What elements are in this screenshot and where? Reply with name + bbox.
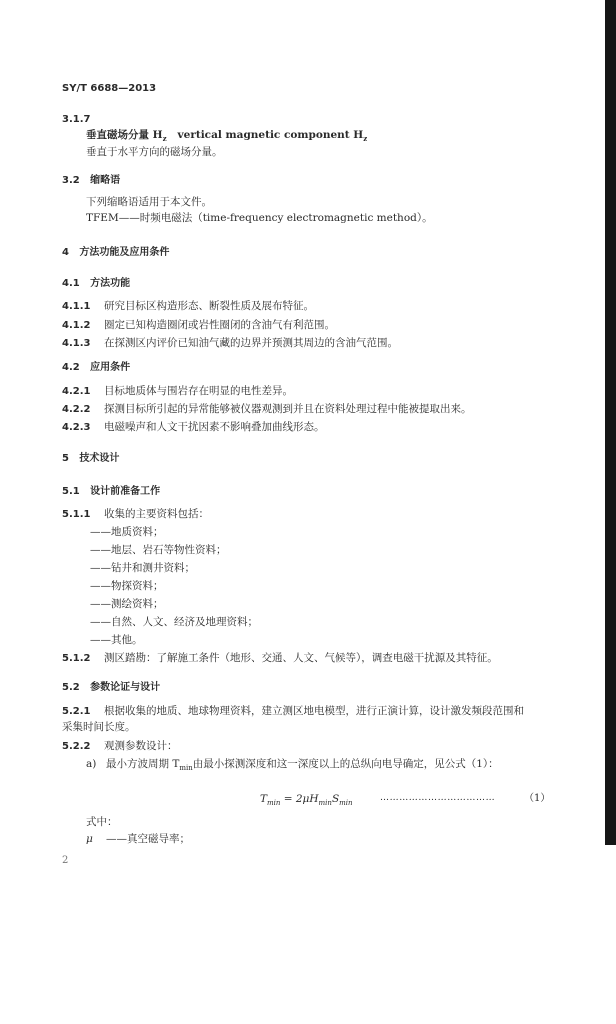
section-4-heading [62,246,169,260]
clause-number: 4.2.1 [62,386,91,397]
section-4-1-title: 方法功能 [90,278,131,289]
list-item: ——钻井和测井资料； [90,562,195,574]
abbreviation-tfem: TFEM——时频电磁法（time-frequency electromagnetic method）。 [86,212,433,224]
clause-number: 5.1.2 [62,653,91,664]
section-3-2-heading [62,174,120,188]
clause-text: 收集的主要资料包括： [104,508,209,520]
item-a-label: a) [86,758,97,770]
clause-number: 4.1.1 [62,301,91,312]
abbreviation-intro: 下列缩略语适用于本文件。 [86,196,212,208]
section-5-2-heading [62,681,160,695]
where-label: 式中： [86,816,118,828]
clause-number: 4.1.3 [62,338,91,349]
item-a: a) 最小方波周期 $T_{min}$由最小探测深度和这一深度以上的总纵向电导确定，见公式（1）： [86,758,499,773]
list-item: ——其他。 [90,634,143,646]
clause-4-2-2 [62,402,472,417]
clause-text: 电磁噪声和人文干扰因素不影响叠加曲线形态。 [104,421,325,433]
section-4-number: 4 [62,247,69,258]
term-zh-sub: z [162,134,167,144]
formula-1: $T_{min} = 2\mu H_{min}S_{min}$ [260,793,353,808]
clause-text: 观测参数设计： [104,740,178,752]
list-item: ——物探资料； [90,580,164,592]
section-3-2-number: 3.2 [62,175,80,186]
term-definition: 垂直于水平方向的磁场分量。 [86,146,223,158]
clause-number: 5.2.1 [62,706,91,717]
term-en: vertical magnetic component H [177,129,364,141]
list-item: ——自然、人文、经济及地理资料； [90,616,258,628]
symbol-mu-definition [86,832,190,846]
section-3-2-title: 缩略语 [90,175,121,186]
clause-4-1-1 [62,299,314,314]
clause-text: 研究目标区构造形态、断裂性质及展布特征。 [104,300,314,312]
section-5-heading [62,452,119,466]
clause-number: 4.2.3 [62,422,91,433]
clause-text: 测区踏勘：了解施工条件（地形、交通、人文、气候等），调查电磁干扰源及其特征。 [104,652,498,664]
term-zh: 垂直磁场分量 H [86,129,163,141]
list-item: ——测绘资料； [90,598,164,610]
clause-5-2-1-continuation: 采集时间长度。 [62,721,136,733]
clause-text: 探测目标所引起的异常能够被仪器观测到并且在资料处理过程中能被提取出来。 [104,403,472,415]
clause-text: 在探测区内评价已知油气藏的边界并预测其周边的含油气范围。 [104,337,398,349]
section-4-1-number: 4.1 [62,278,80,289]
scan-edge [605,0,616,845]
clause-5-2-2 [62,739,178,754]
document-code: SY/T 6688—2013 [62,83,157,94]
clause-4-1-2 [62,318,335,333]
clause-5-2-1 [62,704,524,719]
list-item: ——地层、岩石等物性资料； [90,544,227,556]
section-4-2-heading [62,361,130,375]
section-5-1-number: 5.1 [62,486,80,497]
clause-4-2-1 [62,384,293,399]
section-5-number: 5 [62,453,69,464]
clause-text: 根据收集的地质、地球物理资料，建立测区地电模型，进行正演计算，设计激发频段范围和 [104,705,524,717]
term-en-sub: z [363,134,368,144]
section-4-1-heading [62,277,130,291]
section-5-title: 技术设计 [79,453,120,464]
formula-number: （1） [524,793,551,804]
clause-4-1-3 [62,336,398,351]
clause-number: 5.1.1 [62,509,91,520]
formula-leader-dots: ……………………………… [380,793,496,803]
clause-4-2-3 [62,420,325,435]
section-5-1-title: 设计前准备工作 [90,486,161,497]
clause-number: 4.2.2 [62,404,91,415]
section-5-2-title: 参数论证与设计 [90,682,161,693]
term-heading [86,128,367,146]
clause-5-1-2 [62,651,498,666]
section-3-1-7-number: 3.1.7 [62,114,91,125]
section-4-title: 方法功能及应用条件 [79,247,170,258]
clause-number: 4.1.2 [62,320,91,331]
section-5-2-number: 5.2 [62,682,80,693]
page-number: 2 [62,855,69,866]
clause-text: 圈定已知构造圈闭或岩性圈闭的含油气有利范围。 [104,319,335,331]
section-5-1-heading [62,485,160,499]
clause-text: 目标地质体与围岩存在明显的电性差异。 [104,385,293,397]
list-item: ——地质资料； [90,526,164,538]
symbol-mu-desc: ——真空磁导率； [106,833,190,845]
symbol-mu: μ [86,833,93,845]
clause-5-1-1 [62,507,209,522]
section-4-2-title: 应用条件 [90,362,131,373]
section-4-2-number: 4.2 [62,362,80,373]
clause-number: 5.2.2 [62,741,91,752]
